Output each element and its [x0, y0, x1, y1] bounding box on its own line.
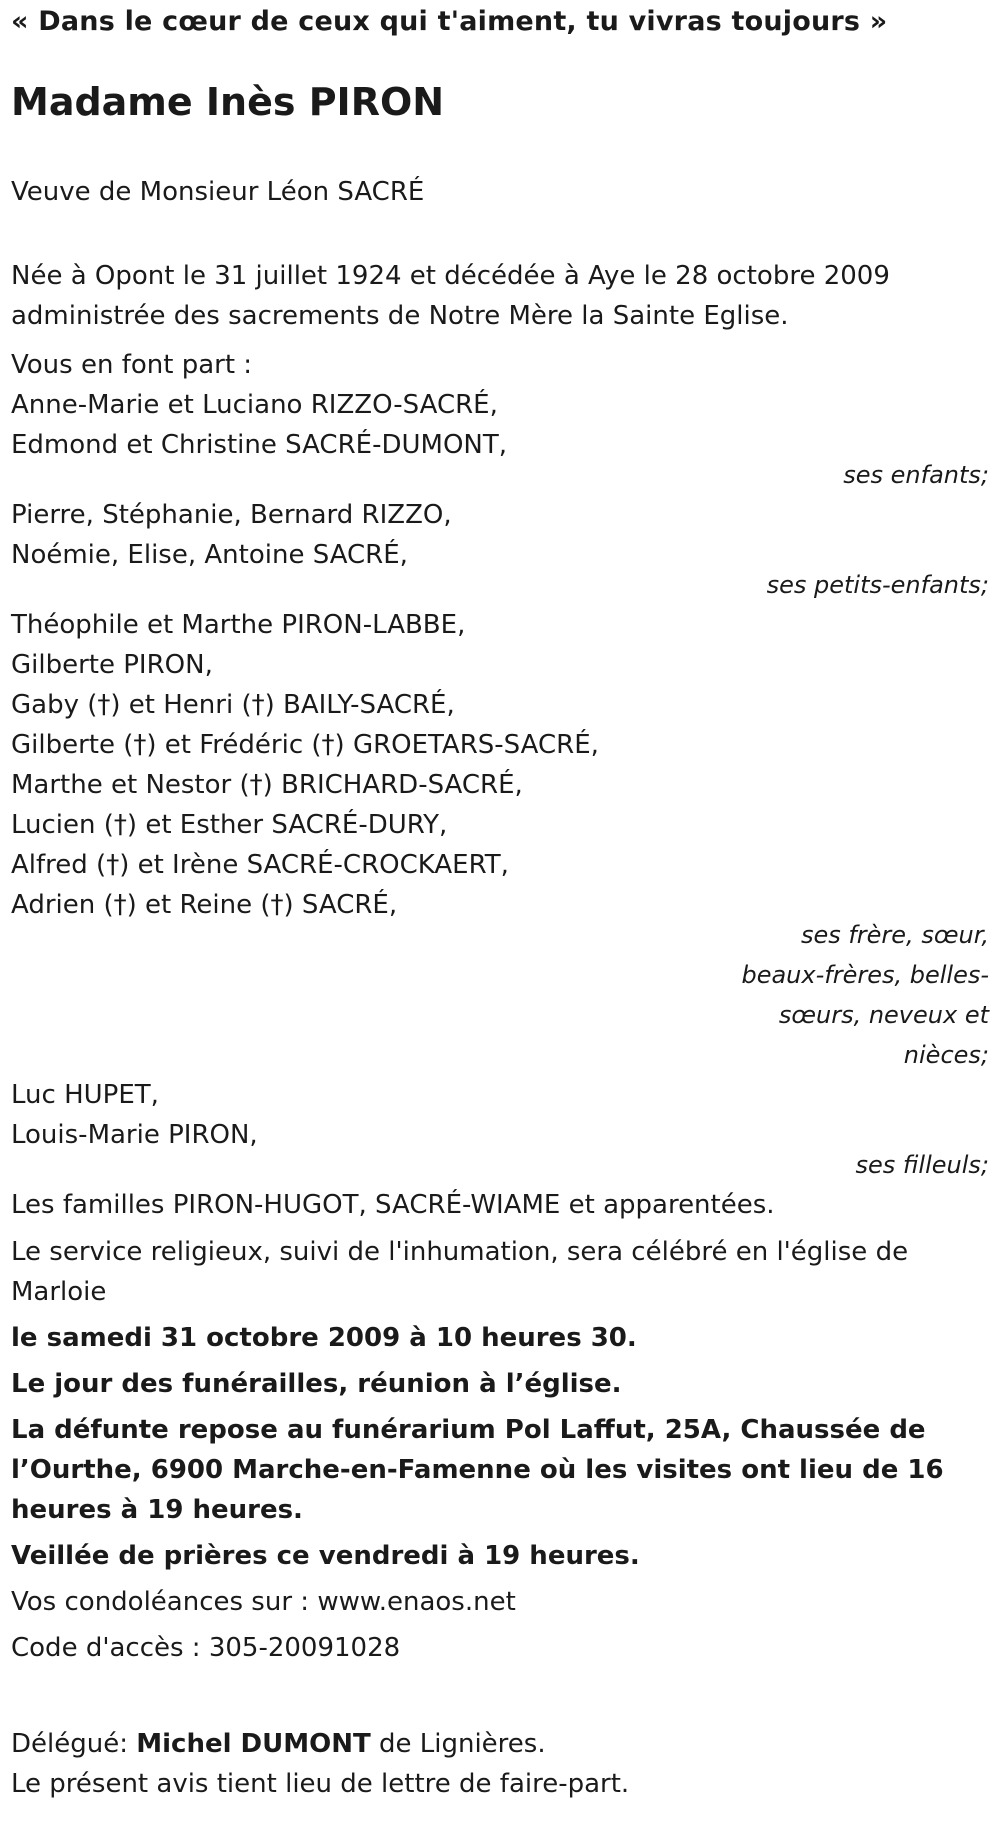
birth-death-block [11, 256, 1000, 336]
delegate-name: Michel DUMONT [136, 1729, 371, 1759]
service-date: le samedi 31 octobre 2009 à 10 heures 30. [11, 1323, 637, 1353]
meeting-line: Le jour des funérailles, réunion à l’église. [11, 1369, 622, 1399]
condolences-line: Vos condoléances sur : www.enaos.net [11, 1587, 516, 1617]
grandchildren-group [11, 495, 989, 605]
sibling-line: Gilberte PIRON, [11, 650, 213, 680]
sibling-line: Gilberte (†) et Frédéric (†) GROETARS-SACRÉ, [11, 730, 599, 760]
siblings-group [11, 605, 989, 1075]
sibling-line: Gaby (†) et Henri (†) BAILY-SACRÉ, [11, 690, 455, 720]
grandchildren-line: Noémie, Elise, Antoine SACRÉ, [11, 540, 408, 570]
delegate-label: Délégué: [11, 1729, 137, 1759]
sibling-line: Alfred (†) et Irène SACRÉ-CROCKAERT, [11, 850, 509, 880]
funeral-home-line: La défunte repose au funérarium Pol Laffut, 25A, Chaussée de l’Ourthe, 6900 Marche-en-Famenne où les visites ont lieu de 16 heures à 19 heures. [11, 1415, 944, 1525]
delegate-line [11, 1724, 1000, 1764]
service-line: Le service religieux, suivi de l'inhumation, sera célébré en l'église de Marloie [11, 1237, 909, 1307]
godchild-line: Luc HUPET, [11, 1080, 159, 1110]
family-list [11, 345, 989, 1225]
children-line: Edmond et Christine SACRÉ-DUMONT, [11, 430, 508, 460]
children-line: Anne-Marie et Luciano RIZZO-SACRÉ, [11, 390, 498, 420]
announce-line: Vous en font part : [11, 350, 253, 380]
access-code-line: Code d'accès : 305-20091028 [11, 1633, 401, 1663]
sibling-line: Adrien (†) et Reine (†) SACRÉ, [11, 890, 398, 920]
godchildren-group [11, 1075, 989, 1185]
siblings-role: ses frère, sœur, beaux-frères, belles-sœurs, neveux et nièces; [741, 921, 989, 1069]
sibling-line: Théophile et Marthe PIRON-LABBE, [11, 610, 466, 640]
families-line: Les familles PIRON-HUGOT, SACRÉ-WIAME et apparentées. [11, 1190, 775, 1220]
godchild-line: Louis-Marie PIRON, [11, 1120, 258, 1150]
service-info [11, 1232, 989, 1668]
children-role: ses enfants; [843, 461, 989, 489]
birth-death-line: Née à Opont le 31 juillet 1924 et décédée à Aye le 28 octobre 2009 [11, 261, 890, 291]
sacraments-line: administrée des sacrements de Notre Mère la Sainte Eglise. [11, 301, 789, 331]
epitaph-quote: « Dans le cœur de ceux qui t'aiment, tu vivras toujours » [11, 6, 888, 37]
delegate-place: de Lignières. [370, 1729, 546, 1759]
widow-line: Veuve de Monsieur Léon SACRÉ [11, 177, 425, 207]
sibling-line: Lucien (†) et Esther SACRÉ-DURY, [11, 810, 448, 840]
godchildren-role: ses filleuls; [855, 1151, 989, 1179]
sibling-line: Marthe et Nestor (†) BRICHARD-SACRÉ, [11, 770, 523, 800]
grandchildren-line: Pierre, Stéphanie, Bernard RIZZO, [11, 500, 452, 530]
deceased-name: Madame Inès PIRON [11, 80, 445, 124]
vigil-line: Veillée de prières ce vendredi à 19 heures. [11, 1541, 640, 1571]
children-group [11, 385, 989, 495]
grandchildren-role: ses petits-enfants; [766, 571, 989, 599]
footer-block [11, 1724, 1000, 1804]
notice-line: Le présent avis tient lieu de lettre de faire-part. [11, 1769, 630, 1799]
